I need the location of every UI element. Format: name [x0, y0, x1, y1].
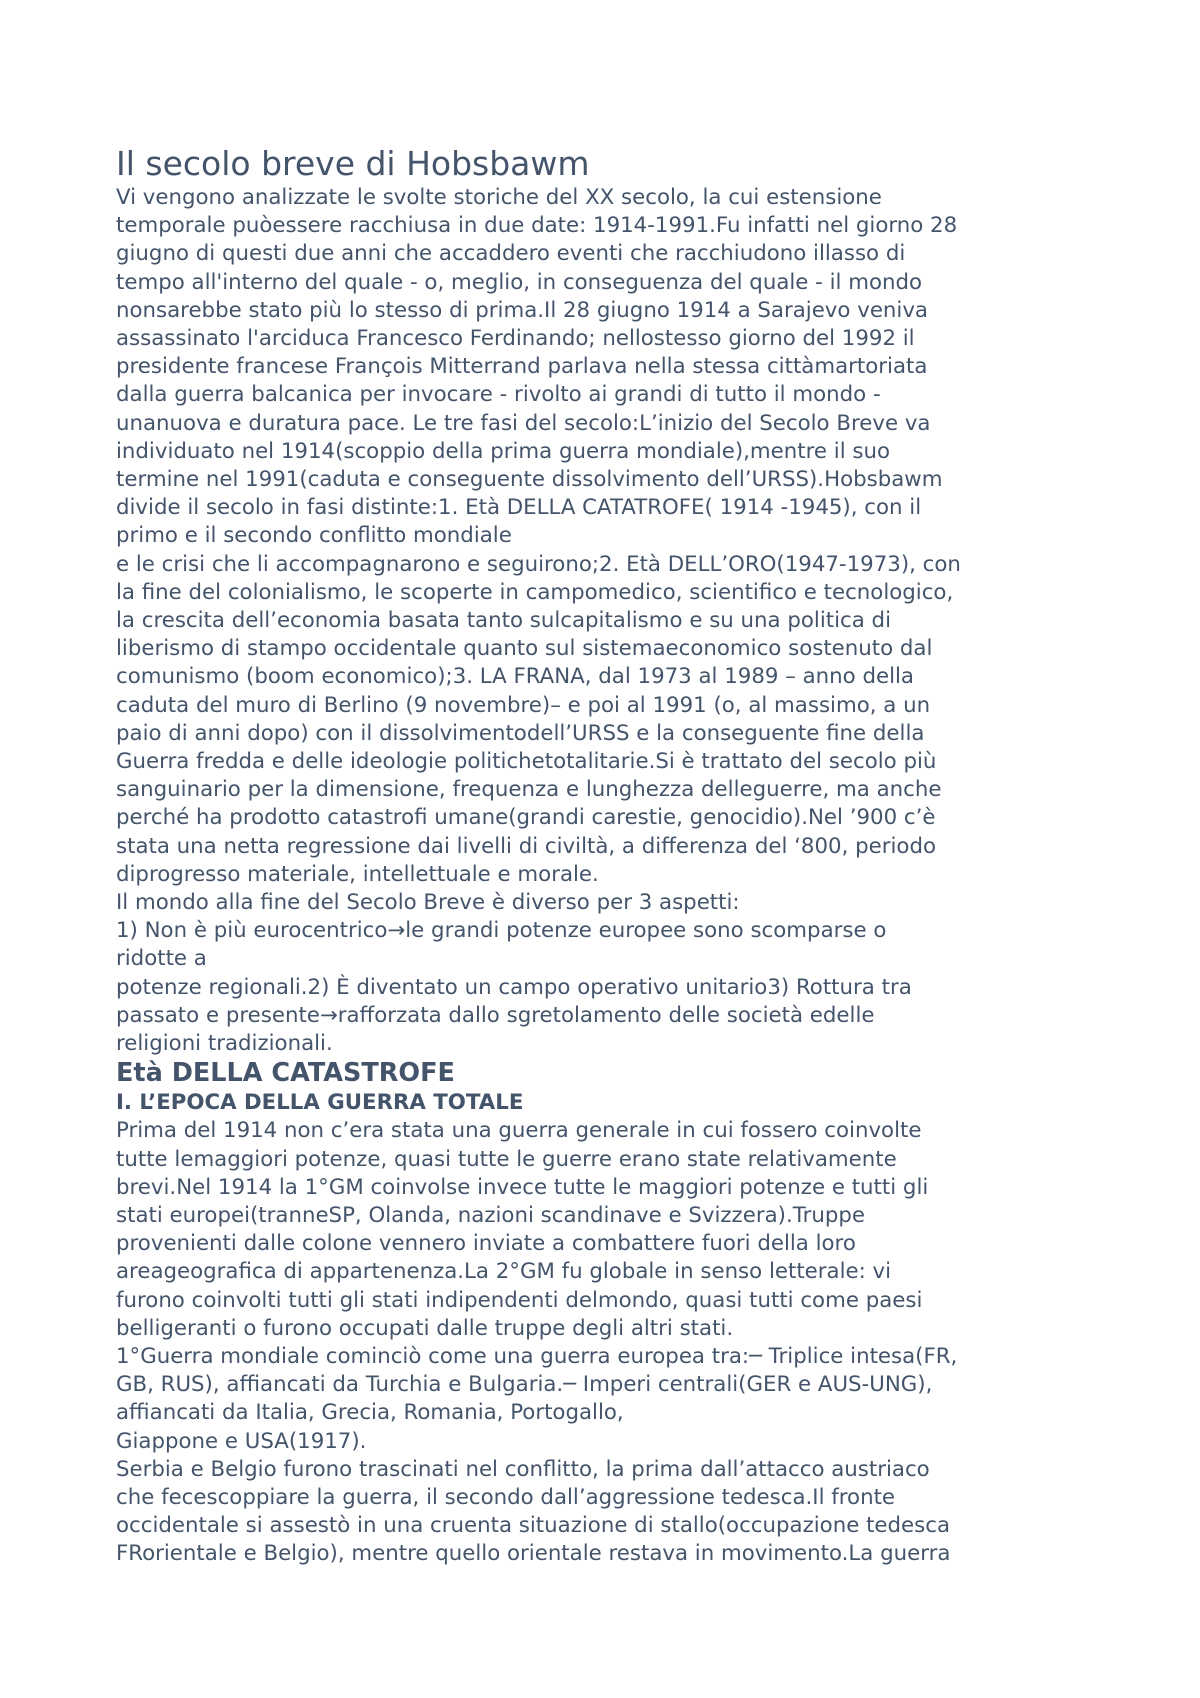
text-line: termine nel 1991(caduta e conseguente dissolvimento dell’URSS).Hobsbawm	[116, 467, 943, 493]
text-line: belligeranti o furono occupati dalle truppe degli altri stati.	[116, 1315, 734, 1341]
text-line: dalla guerra balcanica per invocare - rivolto ai grandi di tutto il mondo -	[116, 382, 881, 408]
text-line: furono coinvolti tutti gli stati indipendenti delmondo, quasi tutti come paesi	[116, 1287, 923, 1313]
text-line: e le crisi che li accompagnarono e seguirono;2. Età DELL’ORO(1947-1973), con	[116, 551, 961, 577]
text-line: unanuova e duratura pace. Le tre fasi del secolo:L’inizio del Secolo Breve va	[116, 410, 931, 436]
text-line: brevi.Nel 1914 la 1°GM coinvolse invece tutte le maggiori potenze e tutti gli	[116, 1174, 929, 1200]
text-line: la crescita dell’economia basata tanto sulcapitalismo e su una politica di	[116, 608, 891, 634]
subsection-heading: I. L’EPOCA DELLA GUERRA TOTALE	[116, 1090, 524, 1116]
text-line: 1) Non è più eurocentrico→le grandi potenze europee sono scomparse o	[116, 918, 887, 944]
text-line: affiancati da Italia, Grecia, Romania, Portogallo,	[116, 1400, 624, 1426]
text-line: individuato nel 1914(scoppio della prima guerra mondiale),mentre il suo	[116, 438, 891, 464]
text-line: paio di anni dopo) con il dissolvimentodell’URSS e la conseguente fine della	[116, 720, 925, 746]
section-heading: Età DELLA CATASTROFE	[116, 1058, 455, 1089]
text-line: religioni tradizionali.	[116, 1031, 333, 1057]
text-line: stati europei(tranneSP, Olanda, nazioni scandinave e Svizzera).Truppe	[116, 1202, 865, 1228]
document-title: Il secolo breve di Hobsbawm	[116, 144, 590, 183]
text-line: GB, RUS), affiancati da Turchia e Bulgaria.─ Imperi centrali(GER e AUS-UNG),	[116, 1372, 933, 1398]
text-line: primo e il secondo conflitto mondiale	[116, 523, 512, 549]
text-line: giugno di questi due anni che accaddero eventi che racchiudono illasso di	[116, 241, 906, 267]
text-line: Vi vengono analizzate le svolte storiche del XX secolo, la cui estensione	[116, 185, 882, 210]
text-line: tutte lemaggiori potenze, quasi tutte le guerre erano state relativamente	[116, 1146, 897, 1172]
text-line: temporale puòessere racchiusa in due date: 1914-1991.Fu infatti nel giorno 28	[116, 213, 958, 239]
text-line: tempo all'interno del quale - o, meglio, in conseguenza del quale - il mondo	[116, 269, 923, 295]
text-line: Il mondo alla fine del Secolo Breve è diverso per 3 aspetti:	[116, 890, 740, 916]
text-line: passato e presente→rafforzata dallo sgretolamento delle società edelle	[116, 1002, 875, 1028]
document-body	[116, 144, 1096, 1569]
text-line: perché ha prodotto catastrofi umane(grandi carestie, genocidio).Nel ’900 c’è	[116, 805, 936, 831]
text-line: Prima del 1914 non c’era stata una guerra generale in cui fossero coinvolte	[116, 1118, 922, 1144]
text-line: FRorientale e Belgio), mentre quello orientale restava in movimento.La guerra	[116, 1541, 951, 1567]
text-line: liberismo di stampo occidentale quanto sul sistemaeconomico sostenuto dal	[116, 636, 933, 662]
text-line: Giappone e USA(1917).	[116, 1428, 367, 1454]
text-line: che fecescoppiare la guerra, il secondo dall’aggressione tedesca.Il fronte	[116, 1484, 896, 1510]
text-line: occidentale si assestò in una cruenta situazione di stallo(occupazione tedesca	[116, 1513, 950, 1539]
text-line: Guerra fredda e delle ideologie politichetotalitarie.Si è trattato del secolo più	[116, 749, 937, 775]
text-line: nonsarebbe stato più lo stesso di prima.Il 28 giugno 1914 a Sarajevo veniva	[116, 297, 928, 323]
text-line: caduta del muro di Berlino (9 novembre)– e poi al 1991 (o, al massimo, a un	[116, 692, 931, 718]
text-line: potenze regionali.2) È diventato un campo operativo unitario3) Rottura tra	[116, 974, 912, 1000]
intro-paragraphs	[116, 184, 1096, 1058]
text-line: divide il secolo in fasi distinte:1. Età DELLA CATATROFE( 1914 -1945), con il	[116, 495, 922, 521]
text-line: areageografica di appartenenza.La 2°GM fu globale in senso letterale: vi	[116, 1259, 892, 1285]
text-line: Serbia e Belgio furono trascinati nel conflitto, la prima dall’attacco austriaco	[116, 1456, 930, 1482]
text-line: assassinato l'arciduca Francesco Ferdinando; nellostesso giorno del 1992 il	[116, 326, 915, 352]
text-line: ridotte a	[116, 946, 207, 972]
text-line: la fine del colonialismo, le scoperte in campomedico, scientifico e tecnologico,	[116, 579, 954, 605]
text-line: presidente francese François Mitterrand parlava nella stessa cittàmartoriata	[116, 354, 928, 380]
section-paragraphs	[116, 1117, 1096, 1568]
text-line: sanguinario per la dimensione, frequenza e lunghezza delleguerre, ma anche	[116, 777, 942, 803]
text-line: provenienti dalle colone vennero inviate a combattere fuori della loro	[116, 1231, 856, 1257]
text-line: diprogresso materiale, intellettuale e morale.	[116, 861, 599, 887]
text-line: stata una netta regressione dai livelli di civiltà, a differenza del ‘800, periodo	[116, 833, 936, 859]
text-line: 1°Guerra mondiale cominciò come una guerra europea tra:─ Triplice intesa(FR,	[116, 1343, 958, 1369]
text-line: comunismo (boom economico);3. LA FRANA, dal 1973 al 1989 – anno della	[116, 664, 914, 690]
